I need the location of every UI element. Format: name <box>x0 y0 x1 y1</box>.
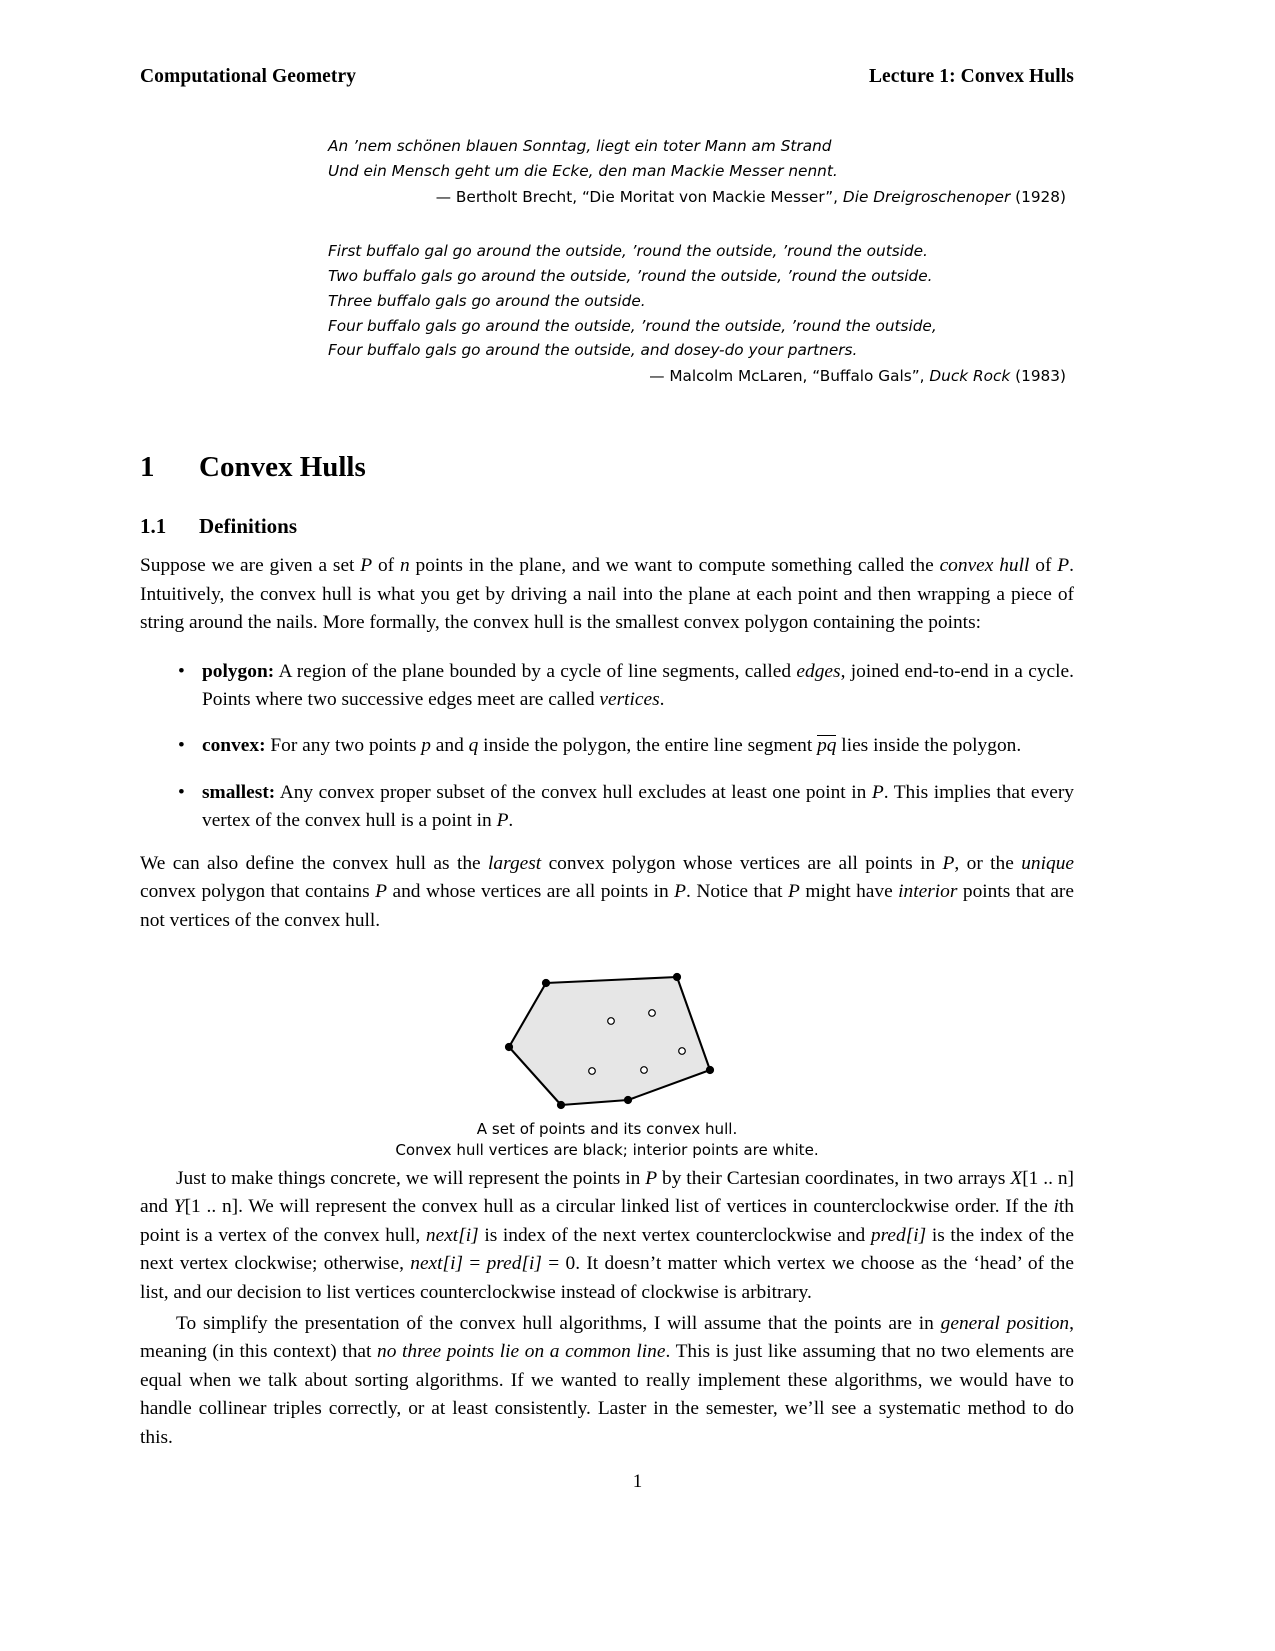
text-run: We can also define the convex hull as the <box>140 852 489 874</box>
section-number: 1 <box>140 450 155 483</box>
math-index: [i] <box>442 1253 464 1275</box>
epigraph-mclaren-line-3: Three buffalo gals go around the outside. <box>328 291 646 310</box>
math-var-P: P <box>788 881 800 903</box>
text-run: and <box>140 1196 174 1218</box>
emphasis-interior: interior <box>898 881 958 903</box>
emphasis-edges: edges <box>796 660 841 682</box>
text-run: . Intuitively, the convex hull is what you get by driving a nail into the plane at each point and then wrapping a piece of string around the nails. More formally, the convex hull is the smallest convex polygon containing the points: <box>140 555 1074 634</box>
epigraph-brecht-verse <box>328 134 1074 184</box>
epigraph-mclaren-line-2: Two buffalo gals go around the outside, ’round the outside, ’round the outside. <box>328 267 933 286</box>
math-var-q: q <box>468 735 479 757</box>
epigraph-mclaren <box>140 239 1074 389</box>
text-run: of <box>372 555 400 577</box>
hull-vertex-point <box>673 973 681 981</box>
hull-vertex-point <box>557 1101 565 1109</box>
emphasis-largest: largest <box>488 852 542 874</box>
text-run: is index of the next vertex counterclockwise and <box>478 1224 871 1246</box>
attribution-prefix: — Bertholt Brecht, “Die Moritat von Mackie Messer”, <box>435 187 843 206</box>
math-array-X: X <box>1010 1167 1023 1189</box>
text-run: Any convex proper subset of the convex hull excludes at least one point in <box>275 781 872 803</box>
text-run: Suppose we are given a set <box>140 555 361 577</box>
epigraph-mclaren-line-1: First buffalo gal go around the outside, ’round the outside, ’round the outside. <box>328 242 928 261</box>
math-var-P: P <box>375 881 387 903</box>
text-run: . It doesn’t matter which vertex we choose as the ‘head’ of the list, and our decision to list vertices counterclockwise instead of clockwise is arbitrary. <box>140 1253 1074 1303</box>
emphasis-no-three-points: no three points lie on a common line <box>377 1341 666 1363</box>
text-run: points in the plane, and we want to compute something called the <box>409 555 940 577</box>
text-run: A region of the plane bounded by a cycle of line segments, called <box>274 660 797 682</box>
text-run: , meaning (in this context) that <box>140 1312 1074 1363</box>
text-run: and <box>430 735 469 757</box>
page-content <box>140 66 1074 1452</box>
attribution-year: (1983) <box>1010 367 1066 386</box>
text-run: of <box>1029 555 1058 577</box>
paragraph-representation <box>140 1165 1074 1307</box>
text-run: and whose vertices are all points in <box>387 881 675 903</box>
hull-vertex-point <box>542 979 550 987</box>
epigraph-mclaren-verse <box>328 239 1074 363</box>
convex-hull-diagram <box>476 961 738 1113</box>
list-item-polygon <box>140 658 1074 715</box>
list-item-smallest <box>140 779 1074 836</box>
interior-point <box>641 1067 648 1074</box>
text-run: . Notice that <box>686 881 789 903</box>
math-func-next: next <box>425 1224 459 1246</box>
text-run: lies inside the polygon. <box>836 735 1022 757</box>
epigraph-mclaren-attribution <box>140 364 1066 389</box>
text-run: For any two points <box>265 735 422 757</box>
text-run: . This implies that every vertex of the convex hull is a point in <box>202 781 1074 832</box>
figure-caption-line-2: Convex hull vertices are black; interior points are white. <box>395 1141 819 1160</box>
header-right-title: Lecture 1: Convex Hulls <box>868 66 1074 87</box>
emphasis-general-position: general position <box>940 1312 1070 1334</box>
math-var-P: P <box>645 1167 658 1189</box>
math-index: [i] <box>521 1253 542 1275</box>
math-index: [i] <box>905 1224 927 1246</box>
epigraph-mclaren-line-5: Four buffalo gals go around the outside, and dosey-do your partners. <box>328 341 858 360</box>
emphasis-vertices: vertices <box>599 689 660 711</box>
definitions-list <box>140 658 1074 836</box>
bullet-icon: • <box>178 781 185 803</box>
term-label: convex: <box>202 735 266 757</box>
math-var-P: P <box>360 555 373 577</box>
paragraph-definitions-intro <box>140 552 1074 637</box>
bullet-icon: • <box>178 735 185 757</box>
text-run: th point is a vertex of the convex hull, <box>140 1196 1074 1246</box>
page-number: 1 <box>632 1471 643 1492</box>
subsection-title: Definitions <box>199 514 298 539</box>
math-operator: = <box>463 1253 487 1275</box>
interior-point <box>608 1018 615 1025</box>
list-item-convex <box>140 732 1074 760</box>
text-run: convex polygon whose vertices are all points in <box>541 852 943 874</box>
text-run: is the index of the next vertex clockwise; otherwise, <box>140 1224 1074 1275</box>
math-func-pred: pred <box>870 1224 906 1246</box>
math-index: [1 .. n] <box>184 1196 239 1218</box>
math-var-n: n <box>399 555 410 577</box>
math-var-p: p <box>421 735 431 757</box>
attribution-work-title: Duck Rock <box>929 367 1011 386</box>
text-run: points that are not vertices of the convex hull. <box>140 881 1074 931</box>
paragraph-largest-unique <box>140 850 1074 935</box>
text-run: Just to make things concrete, we will represent the points in <box>176 1167 646 1189</box>
math-var-P: P <box>496 810 509 832</box>
running-header <box>140 66 1074 88</box>
math-var-P: P <box>942 852 955 874</box>
interior-point <box>649 1010 656 1017</box>
text-run: by their Cartesian coordinates, in two arrays <box>657 1167 1011 1189</box>
epigraph-brecht-line-2: Und ein Mensch geht um die Ecke, den man Mackie Messer nennt. <box>328 161 838 180</box>
math-index: [1 .. n] <box>1022 1167 1075 1189</box>
section-title: Convex Hulls <box>199 450 366 483</box>
text-run: To simplify the presentation of the convex hull algorithms, I will assume that the points are in <box>176 1312 941 1334</box>
math-func-next: next <box>410 1253 443 1275</box>
text-run: . We will represent the convex hull as a circular linked list of vertices in counterclockwise order. If the <box>238 1196 1054 1218</box>
section-heading <box>140 451 1074 484</box>
math-operator: = 0 <box>541 1253 576 1275</box>
bullet-icon: • <box>178 660 185 682</box>
term-label: polygon: <box>202 660 275 682</box>
epigraph-brecht-attribution <box>140 185 1066 210</box>
text-run: , joined end-to-end in a cycle. Points where two successive edges meet are called <box>202 660 1075 711</box>
subsection-heading <box>140 514 1074 538</box>
epigraph-mclaren-line-4: Four buffalo gals go around the outside, ’round the outside, ’round the outside, <box>328 316 937 335</box>
math-array-Y: Y <box>173 1196 185 1218</box>
header-left-title: Computational Geometry <box>140 66 357 87</box>
attribution-year: (1928) <box>1010 187 1066 206</box>
convex-hull-figure <box>140 961 1074 1162</box>
hull-vertex-point <box>706 1066 714 1074</box>
convex-hull-polygon <box>509 977 710 1105</box>
paragraph-general-position <box>140 1310 1074 1452</box>
epigraph-brecht-line-1: An ’nem schönen blauen Sonntag, liegt ein toter Mann am Strand <box>328 137 832 155</box>
emphasis-convex-hull: convex hull <box>939 555 1030 577</box>
attribution-prefix: — Malcolm McLaren, “Buffalo Gals”, <box>649 367 930 386</box>
interior-point <box>589 1068 596 1075</box>
subsection-number: 1.1 <box>140 514 167 539</box>
term-label: smallest: <box>202 781 276 803</box>
math-func-pred: pred <box>486 1253 522 1275</box>
figure-caption-line-1: A set of points and its convex hull. <box>476 1120 738 1139</box>
text-run: . This is just like assuming that no two elements are equal when we talk about sorting algorithms. If we wanted to really implement these algorithms, we would have to handle collinear triples correctly, or at least consistently. Laster in the semester, we’ll see a systematic method to do this. <box>140 1341 1074 1448</box>
math-var-P: P <box>1057 555 1070 577</box>
math-var-P: P <box>674 881 686 903</box>
math-segment-pq-overline: pq <box>817 735 837 757</box>
text-run: convex polygon that contains <box>140 881 376 903</box>
epigraph-brecht <box>140 134 1074 209</box>
math-index: [i] <box>458 1224 479 1246</box>
math-var-i: i <box>1053 1196 1059 1218</box>
math-var-P: P <box>871 781 884 803</box>
text-run: might have <box>799 881 899 903</box>
text-run: . <box>659 689 665 711</box>
text-run: . <box>508 810 514 832</box>
text-run: , or the <box>954 852 1022 874</box>
text-run: inside the polygon, the entire line segment <box>478 735 818 757</box>
emphasis-unique: unique <box>1021 852 1075 874</box>
figure-caption <box>140 1119 1074 1162</box>
hull-vertex-point <box>505 1043 513 1051</box>
hull-vertex-point <box>624 1096 632 1104</box>
attribution-work-title: Die Dreigroschenoper <box>842 187 1011 206</box>
interior-point <box>679 1048 686 1055</box>
